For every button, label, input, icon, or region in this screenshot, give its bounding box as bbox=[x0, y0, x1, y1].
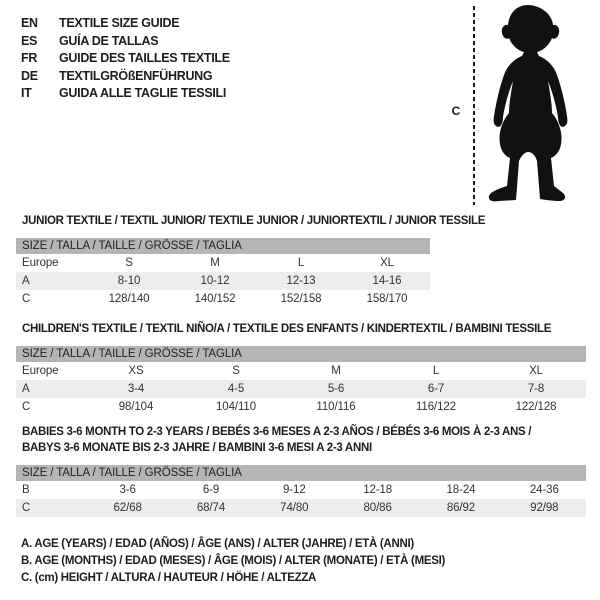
size-cell: 86/92 bbox=[446, 502, 476, 514]
toddler-silhouette-icon bbox=[482, 4, 574, 209]
size-cell: 98/104 bbox=[118, 401, 154, 413]
language-row bbox=[21, 68, 230, 86]
size-cell: 110/116 bbox=[316, 401, 356, 413]
table-row bbox=[16, 254, 430, 272]
size-cell: M bbox=[210, 257, 220, 269]
size-cell: 3-6 bbox=[119, 484, 136, 496]
size-cell: 4-5 bbox=[227, 383, 245, 395]
children-size-table bbox=[16, 346, 586, 416]
table-row bbox=[16, 380, 586, 398]
size-header-bar: SIZE / TALLA / TAILLE / GRÖSSE / TAGLIA bbox=[16, 465, 586, 481]
size-cell: 6-7 bbox=[427, 383, 445, 395]
height-measure-label: C bbox=[451, 104, 461, 118]
size-cell: 9-12 bbox=[283, 484, 306, 496]
size-cell: 5-6 bbox=[327, 383, 345, 395]
row-label: C bbox=[22, 293, 31, 305]
size-cell: M bbox=[331, 365, 341, 377]
size-cell: 7-8 bbox=[527, 383, 545, 395]
size-cell: 92/98 bbox=[530, 502, 559, 514]
size-cell: XL bbox=[529, 365, 543, 377]
row-label: A bbox=[22, 383, 30, 395]
language-code: DE bbox=[21, 68, 38, 83]
row-label: A bbox=[22, 275, 30, 287]
size-cell: 12-18 bbox=[363, 484, 393, 496]
row-label: B bbox=[22, 484, 30, 496]
size-cell: S bbox=[232, 365, 240, 377]
size-cell: 18-24 bbox=[446, 484, 476, 496]
babies-table-title-line2: BABYS 3-6 MONATE BIS 2-3 JAHRE / BAMBINI 3-6 MESI A 2-3 ANNI bbox=[22, 442, 372, 454]
language-row bbox=[21, 50, 230, 68]
size-cell: 8-10 bbox=[117, 275, 141, 287]
language-code: EN bbox=[21, 16, 38, 30]
junior-table-section bbox=[16, 213, 486, 308]
table-row bbox=[16, 362, 586, 380]
size-cell: 10-12 bbox=[200, 275, 230, 287]
size-cell: XS bbox=[128, 365, 144, 377]
table-row bbox=[16, 499, 586, 517]
height-measure-dashed-line bbox=[473, 6, 475, 205]
guide-title-text: TEXTILE SIZE GUIDE bbox=[59, 16, 180, 30]
children-table-section bbox=[16, 321, 586, 416]
row-label: C bbox=[22, 401, 31, 413]
size-cell: 3-4 bbox=[127, 383, 145, 395]
babies-size-table bbox=[16, 465, 586, 517]
junior-table-title: JUNIOR TEXTILE / TEXTIL JUNIOR/ TEXTILE JUNIOR / JUNIORTEXTIL / JUNIOR TESSILE bbox=[22, 215, 486, 227]
size-cell: L bbox=[432, 365, 440, 377]
size-cell: 104/110 bbox=[215, 401, 257, 413]
row-label: Europe bbox=[22, 257, 59, 269]
table-row bbox=[16, 272, 430, 290]
guide-title-text: GUIDE DES TAILLES TEXTILE bbox=[59, 51, 230, 65]
footnote: B. AGE (MONTHS) / EDAD (MESES) / ÂGE (MOIS) / ALTER (MONATE) / ETÀ (MESI) bbox=[21, 555, 446, 567]
size-cell: S bbox=[125, 257, 133, 269]
babies-table-title-line1: BABIES 3-6 MONTH TO 2-3 YEARS / BEBÉS 3-6 MESES A 2-3 AÑOS / BÉBÉS 3-6 MOIS À 2-3 ANS / bbox=[22, 426, 532, 438]
size-cell: 68/74 bbox=[196, 502, 226, 514]
language-code: IT bbox=[21, 86, 32, 100]
size-cell: 24-36 bbox=[529, 484, 559, 496]
language-code: FR bbox=[21, 51, 38, 65]
footnote-list bbox=[21, 536, 445, 587]
guide-title-text: GUÍA DE TALLAS bbox=[59, 33, 159, 48]
junior-size-table bbox=[16, 238, 430, 308]
language-title-list bbox=[21, 15, 230, 103]
size-cell: L bbox=[297, 257, 305, 269]
size-cell: 116/122 bbox=[415, 401, 457, 413]
language-row bbox=[21, 85, 230, 103]
size-cell: 12-13 bbox=[286, 275, 316, 287]
size-cell: 14-16 bbox=[372, 275, 402, 287]
size-cell: 128/140 bbox=[108, 293, 150, 305]
size-header-bar: SIZE / TALLA / TAILLE / GRÖSSE / TAGLIA bbox=[16, 346, 586, 362]
size-header-bar: SIZE / TALLA / TAILLE / GRÖSSE / TAGLIA bbox=[16, 238, 430, 254]
table-row bbox=[16, 398, 586, 416]
size-cell: 140/152 bbox=[194, 293, 236, 305]
babies-table-section bbox=[16, 424, 586, 517]
size-cell: 62/68 bbox=[113, 502, 142, 514]
footnote: A. AGE (YEARS) / EDAD (AÑOS) / ÂGE (ANS) / ALTER (JAHRE) / ETÀ (ANNI) bbox=[21, 538, 414, 550]
table-row bbox=[16, 481, 586, 499]
footnote: C. (cm) HEIGHT / ALTURA / HAUTEUR / HÖHE / ALTEZZA bbox=[21, 572, 317, 584]
size-cell: 74/80 bbox=[280, 502, 309, 514]
size-cell: 80/86 bbox=[363, 502, 392, 514]
language-row bbox=[21, 33, 230, 51]
size-cell: XL bbox=[380, 257, 394, 269]
children-table-title: CHILDREN'S TEXTILE / TEXTIL NIÑO/A / TEXTILE DES ENFANTS / KINDERTEXTIL / BAMBINI TESSILE bbox=[22, 323, 552, 335]
guide-title-text: GUIDA ALLE TAGLIE TESSILI bbox=[59, 86, 227, 100]
row-label: C bbox=[22, 502, 31, 514]
size-cell: 152/158 bbox=[280, 293, 322, 305]
size-cell: 122/128 bbox=[515, 401, 557, 413]
language-code: ES bbox=[21, 33, 38, 48]
size-cell: 6-9 bbox=[202, 484, 220, 496]
language-row bbox=[21, 15, 230, 33]
row-label: Europe bbox=[22, 365, 59, 377]
size-cell: 158/170 bbox=[366, 293, 408, 305]
table-row bbox=[16, 290, 430, 308]
guide-title-text: TEXTILGRÖßENFÜHRUNG bbox=[59, 68, 213, 83]
